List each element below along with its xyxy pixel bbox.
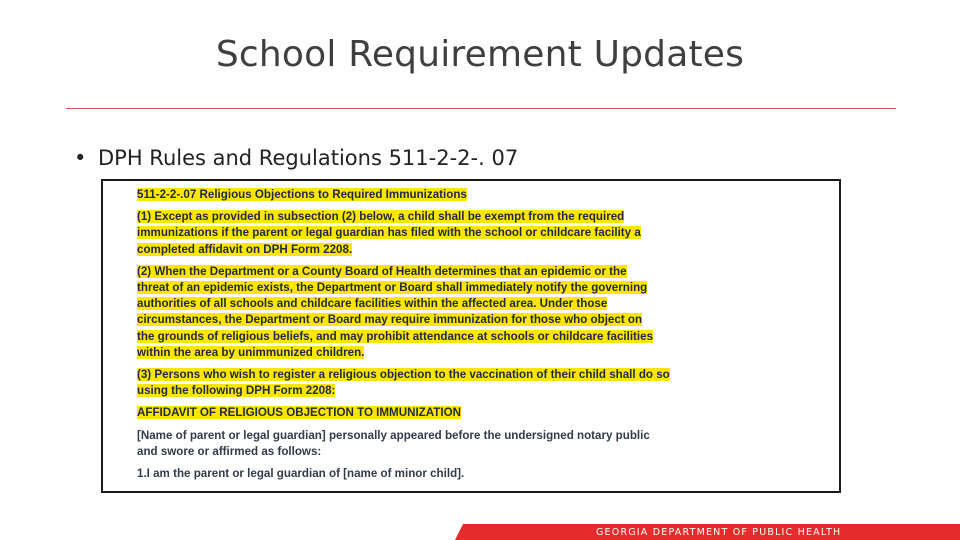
excerpt-paragraph-1: (1) Except as provided in subsection (2) below, a child shall be exempt from the required immunizations if the parent or legal guardian has filed with the school or childcare facility a completed affidavit on DPH Form 2208. <box>137 210 641 256</box>
excerpt-paragraph-3: (3) Persons who wish to register a religious objection to the vaccination of their child shall do so using the following DPH Form 2208: <box>137 368 670 398</box>
footer-text: GEORGIA DEPARTMENT OF PUBLIC HEALTH <box>596 527 842 538</box>
affidavit-paragraph: [Name of parent or legal guardian] personally appeared before the undersigned notary public and swore or affirmed as follows: <box>137 428 650 458</box>
bullet-text: DPH Rules and Regulations 511-2-2-. 07 <box>98 146 519 170</box>
affidavit-heading: AFFIDAVIT OF RELIGIOUS OBJECTION TO IMMUNIZATION <box>137 406 461 420</box>
slide-title: School Requirement Updates <box>215 34 745 75</box>
excerpt-paragraph-2: (2) When the Department or a County Board of Health determines that an epidemic or the threat of an epidemic exists, the Department or Board shall immediately notify the governing authorities of all schools and childcare facilities within the affected area. Under those circumstances, the Department or Board may require immunization for those who object on the grounds of religious beliefs, and may prohibit attendance at schools or childcare facilities within the area by unimmunized children. <box>137 264 654 359</box>
bullet-item <box>74 146 518 170</box>
excerpt-heading: 511-2-2-.07 Religious Objections to Required Immunizations <box>137 188 467 201</box>
title-divider <box>66 108 896 109</box>
bullet-marker: • <box>74 146 87 170</box>
regulation-excerpt-image <box>101 179 841 493</box>
affidavit-item-1: 1.I am the parent or legal guardian of [name of minor child]. <box>137 467 465 481</box>
